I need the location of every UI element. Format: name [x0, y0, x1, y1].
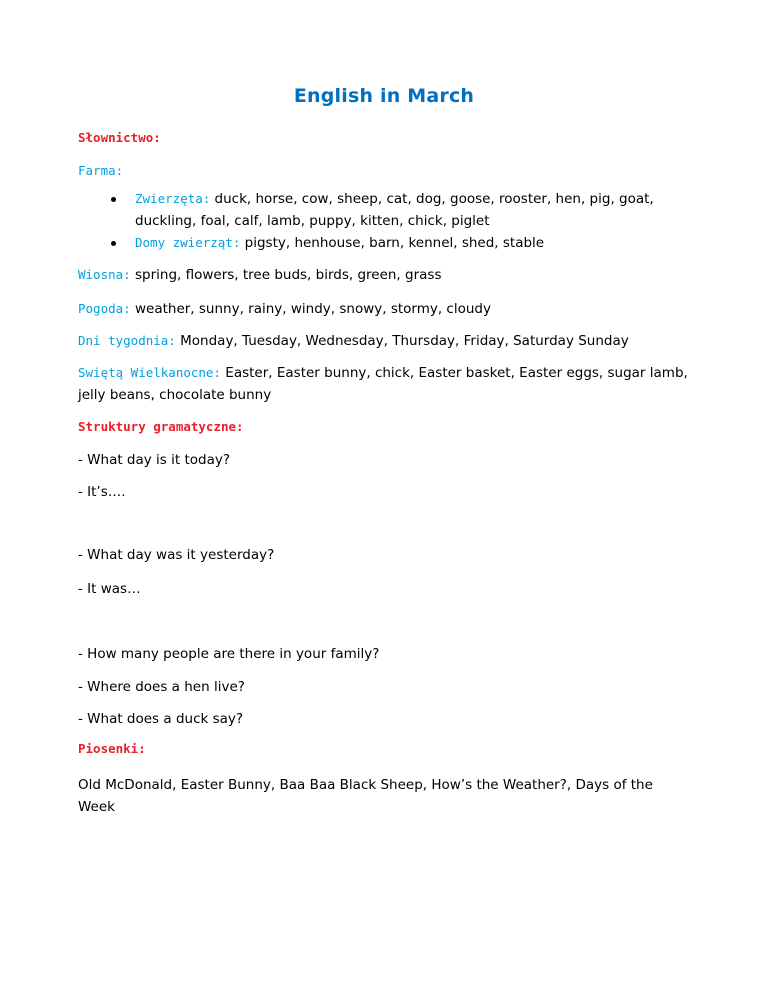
days-line [78, 330, 690, 352]
grammar-question-today: - What day is it today? [78, 452, 231, 468]
list-item-animals [78, 188, 688, 232]
bullet-icon [111, 197, 116, 202]
spring-line [78, 264, 690, 286]
animals-text: duck, horse, cow, sheep, cat, dog, goose, rooster, hen, pig, goat, duckling, foal, calf, lamb, puppy, kitten, chick, piglet [135, 191, 654, 229]
farm-heading: Farma: [78, 163, 124, 178]
weather-label: Pogoda: [78, 301, 131, 316]
songs-text: Old McDonald, Easter Bunny, Baa Baa Black Sheep, How’s the Weather?, Days of the Week [78, 777, 653, 815]
grammar-question-hen: - Where does a hen live? [78, 679, 245, 695]
easter-line [78, 362, 690, 406]
weather-text: weather, sunny, rainy, windy, snowy, stormy, cloudy [130, 301, 491, 317]
days-text: Monday, Tuesday, Wednesday, Thursday, Friday, Saturday Sunday [175, 333, 629, 349]
grammar-answer-yesterday: - It was… [78, 581, 141, 597]
page-title: English in March [293, 85, 475, 107]
farm-list [78, 188, 688, 254]
animal-homes-text: pigsty, henhouse, barn, kennel, shed, stable [240, 235, 545, 251]
grammar-question-family: - How many people are there in your family? [78, 646, 380, 662]
bullet-icon [111, 241, 116, 246]
grammar-answer-today: - It’s…. [78, 484, 126, 500]
animals-label: Zwierzęta: [135, 191, 211, 206]
vocabulary-heading: Słownictwo: [78, 130, 161, 145]
easter-text: Easter, Easter bunny, chick, Easter basket, Easter eggs, sugar lamb, jelly beans, chocolate bunny [78, 365, 688, 403]
animal-homes-label: Domy zwierząt: [135, 235, 241, 250]
grammar-heading: Struktury gramatyczne: [78, 419, 244, 434]
grammar-question-yesterday: - What day was it yesterday? [78, 547, 275, 563]
songs-heading: Piosenki: [78, 741, 146, 756]
spring-label: Wiosna: [78, 267, 131, 282]
grammar-question-duck: - What does a duck say? [78, 711, 244, 727]
weather-line [78, 298, 690, 320]
easter-label: Swiętą Wielkanocne: [78, 365, 221, 380]
spring-text: spring, flowers, tree buds, birds, green, grass [130, 267, 442, 283]
days-label: Dni tygodnia: [78, 333, 176, 348]
list-item-animal-homes [78, 232, 688, 254]
